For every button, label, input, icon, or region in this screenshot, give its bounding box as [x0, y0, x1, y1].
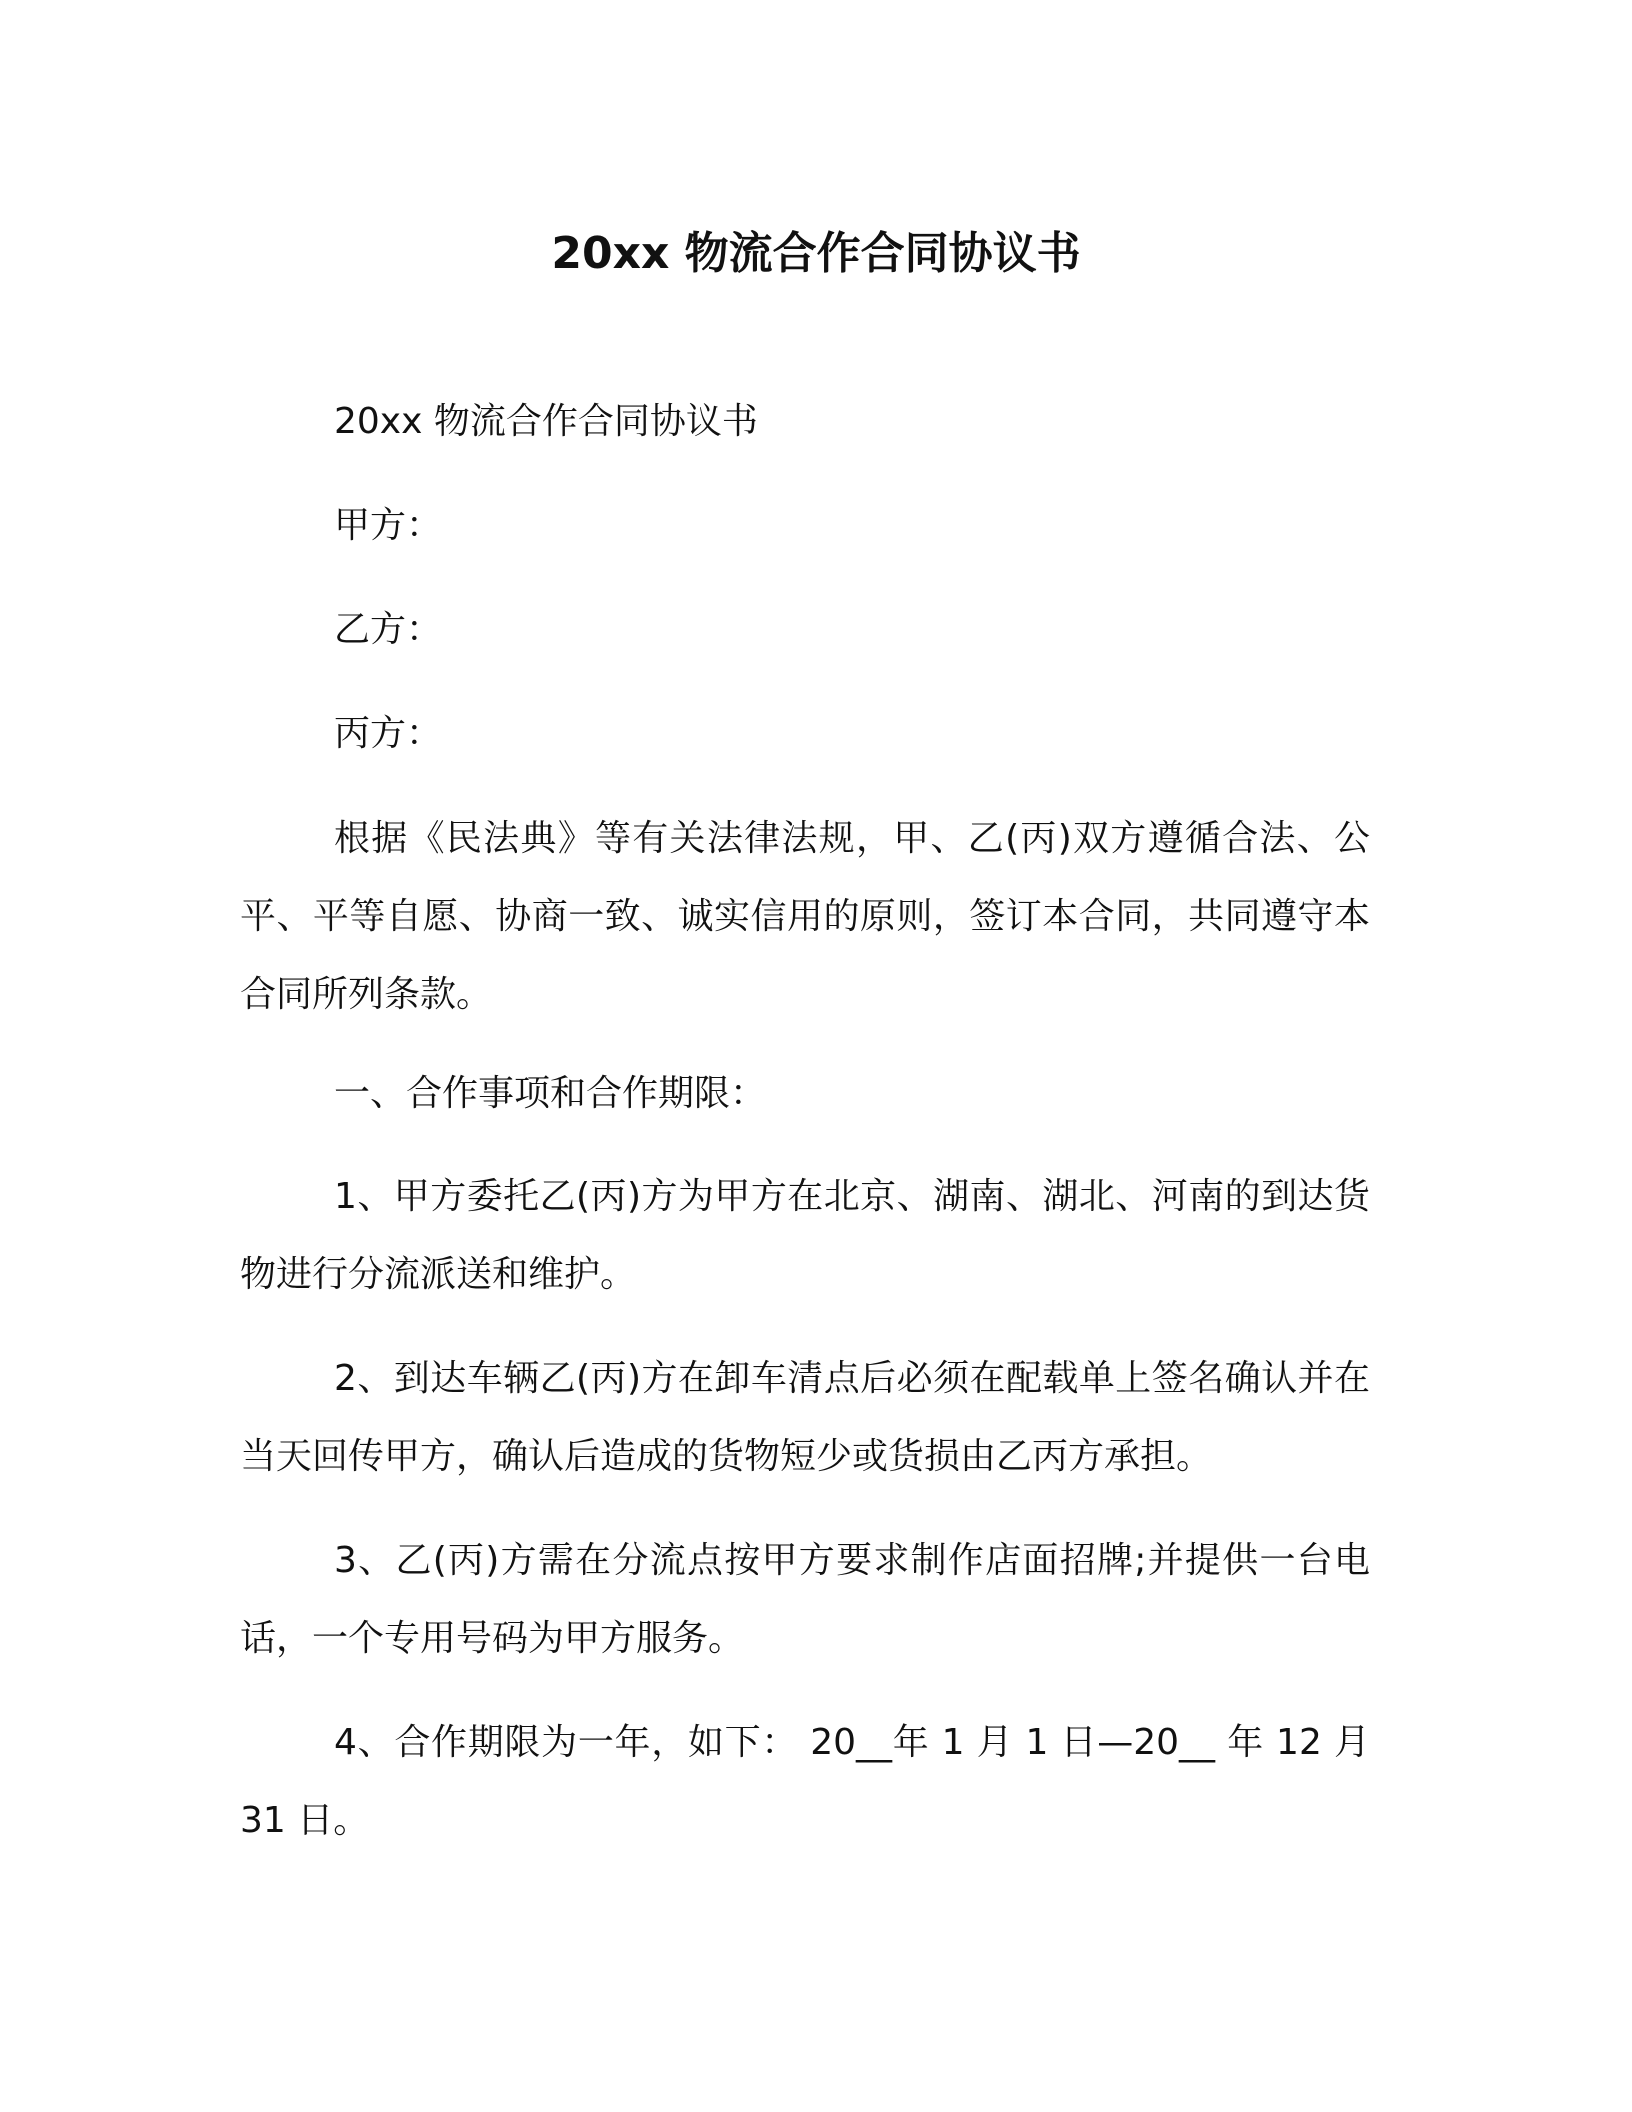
party-a-label: 甲方： — [334, 505, 443, 546]
clause-paragraph: 3、乙(丙)方需在分流点按甲方要求制作店面招牌;并提供一台电话，一个专用号码为甲方服务。 — [240, 1540, 1370, 1659]
section-heading: 一、合作事项和合作期限： — [334, 1073, 767, 1114]
party-c-label: 丙方： — [334, 713, 443, 754]
clause-paragraph: 1、甲方委托乙(丙)方为甲方在北京、湖南、湖北、河南的到达货物进行分流派送和维护。 — [240, 1176, 1370, 1295]
document-subtitle: 20xx 物流合作合同协议书 — [334, 401, 758, 442]
clause-paragraph: 2、到达车辆乙(丙)方在卸车清点后必须在配载单上签名确认并在当天回传甲方，确认后造成的货物短少或货损由乙丙方承担。 — [240, 1358, 1370, 1477]
clause-paragraph: 4、合作期限为一年，如下： 20__年 1 月 1 日—20__ 年 12 月 31 日。 — [240, 1722, 1370, 1841]
preamble-paragraph: 根据《民法典》等有关法律法规，甲、乙(丙)双方遵循合法、公平、平等自愿、协商一致、诚实信用的原则，签订本合同，共同遵守本合同所列条款。 — [240, 818, 1370, 1015]
document-title: 20xx 物流合作合同协议书 — [551, 228, 1081, 279]
party-b-label: 乙方： — [334, 609, 443, 650]
